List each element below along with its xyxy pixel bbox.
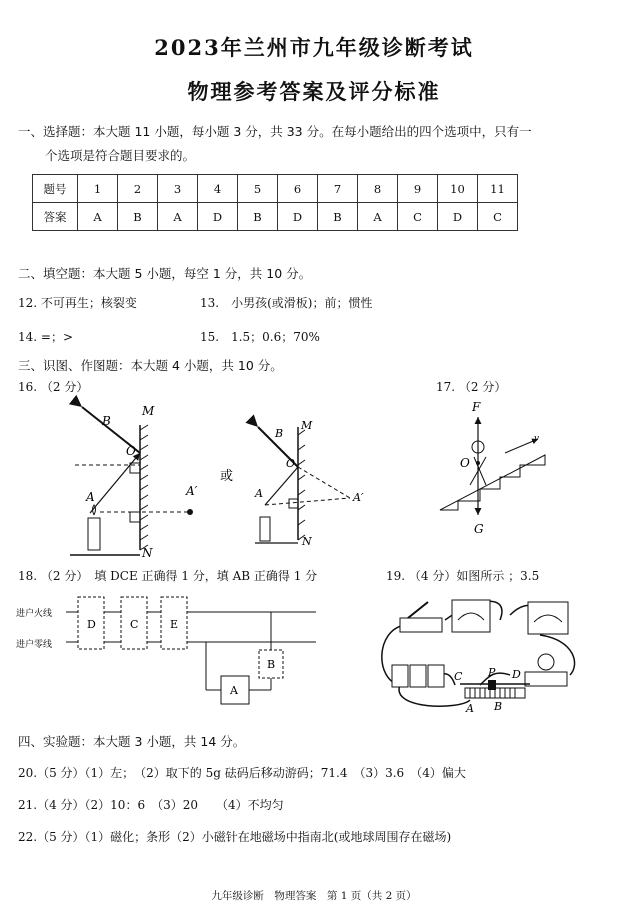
label-O: O bbox=[126, 444, 136, 458]
label-M: M bbox=[142, 404, 155, 418]
table-cell: C bbox=[398, 203, 438, 231]
table-cell: B bbox=[118, 203, 158, 231]
table-cell: 5 bbox=[238, 175, 278, 203]
box-D: D bbox=[87, 618, 96, 631]
label-G: G bbox=[474, 522, 484, 536]
table-cell: 2 bbox=[118, 175, 158, 203]
table-cell: B bbox=[318, 203, 358, 231]
label-A-prime: A′ bbox=[186, 484, 198, 498]
label-neutral-wire: 进户零线 bbox=[16, 640, 53, 650]
label-M-2: M bbox=[301, 419, 313, 432]
label-P-19: P bbox=[488, 666, 496, 679]
page-title: 2023年兰州市九年级诊断考试 bbox=[154, 35, 474, 60]
answer-q17-label: 17. （2 分） bbox=[436, 380, 507, 394]
row-label: 答案 bbox=[33, 203, 78, 231]
answer-q15: 15. 1.5；0.6；70% bbox=[200, 330, 320, 344]
table-cell: 11 bbox=[478, 175, 518, 203]
answer-table bbox=[32, 174, 518, 231]
box-B: B bbox=[267, 658, 276, 671]
answer-q22: 22.（5 分）（1）磁化；条形（2）小磁针在地磁场中指南北(或地球周围存在磁场) bbox=[18, 830, 452, 844]
label-N-2: N bbox=[302, 535, 312, 548]
label-C-19: C bbox=[454, 670, 463, 683]
table-cell: 10 bbox=[438, 175, 478, 203]
label-A-prime-2: A′ bbox=[353, 491, 364, 504]
table-cell: D bbox=[438, 203, 478, 231]
or-label: 或 bbox=[220, 469, 234, 484]
table-cell: D bbox=[278, 203, 318, 231]
answer-q12: 12. 不可再生；核裂变 bbox=[18, 296, 137, 310]
box-C: C bbox=[130, 618, 139, 631]
label-O-17: O bbox=[460, 456, 470, 470]
label-F: F bbox=[472, 400, 481, 414]
box-E: E bbox=[170, 618, 179, 631]
table-cell: 8 bbox=[358, 175, 398, 203]
page-subtitle: 物理参考答案及评分标准 bbox=[187, 79, 441, 104]
table-row-answers bbox=[33, 203, 518, 231]
label-N: N bbox=[142, 546, 153, 560]
label-A-19: A bbox=[466, 702, 474, 715]
answer-q13: 13. 小男孩(或滑板)；前；惯性 bbox=[200, 296, 373, 310]
page-footer: 九年级诊断 物理答案 第 1 页（共 2 页） bbox=[211, 890, 417, 902]
box-A: A bbox=[230, 684, 238, 697]
table-cell: C bbox=[478, 203, 518, 231]
section4-header: 四、实验题：本大题 3 小题，共 14 分。 bbox=[18, 734, 246, 749]
answer-q16-label: 16. （2 分） bbox=[18, 380, 89, 394]
label-O-2: O bbox=[286, 457, 296, 470]
label-B-19: B bbox=[494, 700, 503, 713]
table-cell: 9 bbox=[398, 175, 438, 203]
section3-header: 三、识图、作图题：本大题 4 小题，共 10 分。 bbox=[18, 358, 283, 373]
section1-header: 一、选择题：本大题 11 小题，每小题 3 分，共 33 分。在每小题给出的四个选项中，只有一 bbox=[18, 124, 532, 139]
table-cell: 3 bbox=[158, 175, 198, 203]
section2-header: 二、填空题：本大题 5 小题，每空 1 分，共 10 分。 bbox=[18, 266, 312, 281]
table-cell: A bbox=[358, 203, 398, 231]
answer-q20: 20.（5 分）（1）左； （2）取下的 5g 砝码后移动游码；71.4 （3）3.6 （4）偏大 bbox=[18, 766, 466, 780]
force-diagram bbox=[430, 395, 560, 545]
household-circuit-diagram bbox=[16, 592, 326, 714]
table-cell: 4 bbox=[198, 175, 238, 203]
row-label: 题号 bbox=[33, 175, 78, 203]
circuit-apparatus-diagram bbox=[370, 590, 595, 718]
label-B-2: B bbox=[275, 427, 284, 440]
section1-header-cont: 个选项是符合题目要求的。 bbox=[45, 148, 196, 163]
label-B: B bbox=[102, 414, 111, 428]
answer-q18: 18. （2 分） 填 DCE 正确得 1 分，填 AB 正确得 1 分 bbox=[18, 569, 318, 583]
answer-q14: 14. =；> bbox=[18, 330, 74, 344]
label-live-wire: 进户火线 bbox=[16, 609, 53, 619]
answer-q21: 21.（4 分）（2）10：6 （3）20 （4）不均匀 bbox=[18, 798, 284, 812]
label-A: A bbox=[86, 490, 95, 504]
label-D-19: D bbox=[512, 668, 521, 681]
label-v: v bbox=[534, 434, 540, 444]
mirror-reflection-diagram bbox=[60, 395, 364, 565]
table-cell: 7 bbox=[318, 175, 358, 203]
table-cell: D bbox=[198, 203, 238, 231]
table-cell: A bbox=[158, 203, 198, 231]
table-cell: 6 bbox=[278, 175, 318, 203]
label-A-2: A bbox=[255, 487, 263, 500]
table-row-numbers bbox=[33, 175, 518, 203]
table-cell: B bbox=[238, 203, 278, 231]
answer-q19: 19. （4 分）如图所示 ；3.5 bbox=[386, 569, 540, 583]
table-cell: A bbox=[78, 203, 118, 231]
table-cell: 1 bbox=[78, 175, 118, 203]
